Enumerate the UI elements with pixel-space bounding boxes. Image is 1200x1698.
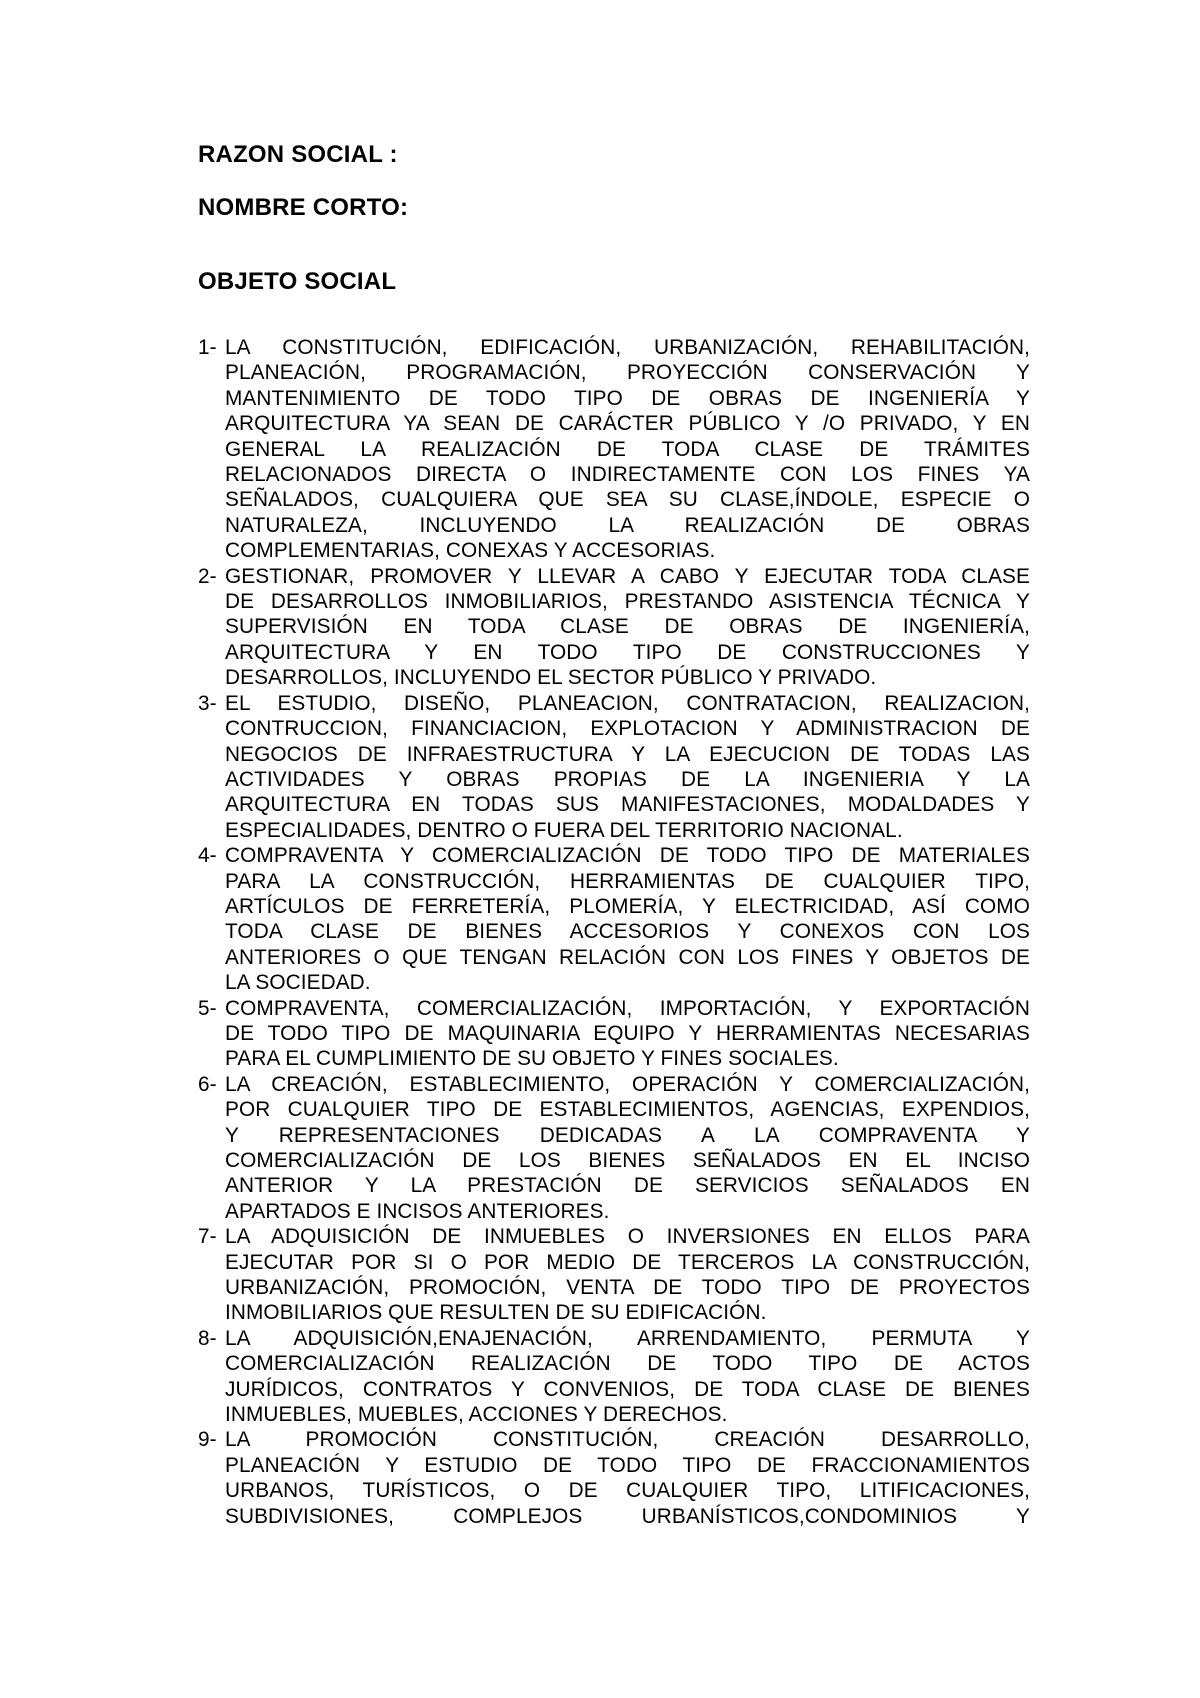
item-line: LA CONSTITUCIÓN, EDIFICACIÓN, URBANIZACIÓN, REHABILITACIÓN, [225, 336, 1030, 359]
item-line: DE TODO TIPO DE MAQUINARIA EQUIPO Y HERRAMIENTAS NECESARIAS [225, 1021, 1030, 1045]
item-number: 2- [198, 564, 217, 588]
item-line: MANTENIMIENTO DE TODO TIPO DE OBRAS DE INGENIERÍA Y [225, 386, 1030, 410]
item-number: 5- [198, 996, 217, 1020]
item-line: ANTERIORES O QUE TENGAN RELACIÓN CON LOS FINES Y OBJETOS DE [225, 945, 1030, 969]
item-line: PARA LA CONSTRUCCIÓN, HERRAMIENTAS DE CUALQUIER TIPO, [225, 869, 1030, 893]
item-line: LA CREACIÓN, ESTABLECIMIENTO, OPERACIÓN Y COMERCIALIZACIÓN, [225, 1072, 1030, 1096]
item-text [225, 1224, 1030, 1326]
item-line: ARQUITECTURA EN TODAS SUS MANIFESTACIONES, MODALDADES Y [225, 793, 1030, 817]
item-text [225, 843, 1030, 995]
item-line: PARA EL CUMPLIMIENTO DE SU OBJETO Y FINES SOCIALES. [225, 1047, 839, 1071]
item-line: Y REPRESENTACIONES DEDICADAS A LA COMPRAVENTA Y [225, 1123, 1030, 1147]
objeto-item [198, 1427, 1030, 1529]
item-line: EJECUTAR POR SI O POR MEDIO DE TERCEROS LA CONSTRUCCIÓN, [225, 1250, 1030, 1274]
item-line: EL ESTUDIO, DISEÑO, PLANEACION, CONTRATACION, REALIZACION, [225, 691, 1030, 715]
item-line: SEÑALADOS, CUALQUIERA QUE SEA SU CLASE,ÍNDOLE, ESPECIE O [225, 488, 1030, 512]
item-line: ANTERIOR Y LA PRESTACIÓN DE SERVICIOS SEÑALADOS EN [225, 1174, 1030, 1198]
item-line: ARQUITECTURA YA SEAN DE CARÁCTER PÚBLICO Y /O PRIVADO, Y EN [225, 412, 1030, 436]
item-text [225, 996, 1030, 1072]
item-number: 6- [198, 1072, 217, 1096]
item-line: SUBDIVISIONES, COMPLEJOS URBANÍSTICOS,CONDOMINIOS Y [225, 1504, 1030, 1528]
document-content [198, 140, 1030, 1529]
item-line: COMPLEMENTARIAS, CONEXAS Y ACCESORIAS. [225, 539, 716, 563]
objeto-item [198, 843, 1030, 995]
heading-objeto-social: OBJETO SOCIAL [198, 268, 397, 295]
item-line: COMERCIALIZACIÓN DE LOS BIENES SEÑALADOS EN EL INCISO [225, 1149, 1030, 1172]
objeto-item [198, 691, 1030, 843]
item-line: CONTRUCCION, FINANCIACION, EXPLOTACION Y ADMINISTRACION DE [225, 717, 1030, 741]
item-line: LA ADQUISICIÓN,ENAJENACIÓN, ARRENDAMIENTO, PERMUTA Y [225, 1326, 1030, 1350]
item-line: ACTIVIDADES Y OBRAS PROPIAS DE LA INGENIERIA Y LA [225, 767, 1030, 791]
item-line: TODA CLASE DE BIENES ACCESORIOS Y CONEXOS CON LOS [225, 920, 1030, 944]
item-line: INMOBILIARIOS QUE RESULTEN DE SU EDIFICACIÓN. [225, 1301, 767, 1325]
item-line: NATURALEZA, INCLUYENDO LA REALIZACIÓN DE OBRAS [225, 513, 1030, 537]
item-line: COMERCIALIZACIÓN REALIZACIÓN DE TODO TIPO DE ACTOS [225, 1352, 1030, 1376]
objeto-item [198, 1326, 1030, 1428]
item-number: 4- [198, 844, 217, 868]
item-line: NEGOCIOS DE INFRAESTRUCTURA Y LA EJECUCION DE TODAS LAS [225, 742, 1030, 766]
heading-nombre-corto: NOMBRE CORTO: [198, 194, 409, 221]
item-line: JURÍDICOS, CONTRATOS Y CONVENIOS, DE TODA CLASE DE BIENES [225, 1377, 1030, 1401]
item-text [225, 1326, 1030, 1428]
item-line: PLANEACIÓN Y ESTUDIO DE TODO TIPO DE FRACCIONAMIENTOS [225, 1453, 1030, 1477]
heading-razon-social: RAZON SOCIAL : [198, 141, 398, 168]
item-line: PLANEACIÓN, PROGRAMACIÓN, PROYECCIÓN CONSERVACIÓN Y [225, 361, 1030, 385]
item-line: COMPRAVENTA Y COMERCIALIZACIÓN DE TODO TIPO DE MATERIALES [225, 844, 1030, 868]
item-line: LA PROMOCIÓN CONSTITUCIÓN, CREACIÓN DESARROLLO, [225, 1428, 1030, 1452]
item-line: URBANIZACIÓN, PROMOCIÓN, VENTA DE TODO TIPO DE PROYECTOS [225, 1276, 1030, 1300]
item-line: ARQUITECTURA Y EN TODO TIPO DE CONSTRUCCIONES Y [225, 640, 1030, 664]
item-line: DE DESARROLLOS INMOBILIARIOS, PRESTANDO ASISTENCIA TÉCNICA Y [225, 590, 1030, 614]
objeto-item [198, 335, 1030, 564]
item-text [225, 1072, 1030, 1224]
item-number: 9- [198, 1428, 217, 1452]
item-line: DESARROLLOS, INCLUYENDO EL SECTOR PÚBLICO Y PRIVADO. [225, 666, 877, 690]
item-line: ARTÍCULOS DE FERRETERÍA, PLOMERÍA, Y ELECTRICIDAD, ASÍ COMO [225, 894, 1030, 918]
item-line: GESTIONAR, PROMOVER Y LLEVAR A CABO Y EJECUTAR TODA CLASE [225, 564, 1030, 588]
item-number: 1- [198, 336, 217, 359]
objeto-item [198, 1224, 1030, 1326]
objeto-item [198, 996, 1030, 1072]
item-line: COMPRAVENTA, COMERCIALIZACIÓN, IMPORTACIÓN, Y EXPORTACIÓN [225, 996, 1030, 1020]
item-line: LA ADQUISICIÓN DE INMUEBLES O INVERSIONES EN ELLOS PARA [225, 1225, 1030, 1249]
objeto-item [198, 564, 1030, 691]
objeto-item [198, 1072, 1030, 1224]
item-number: 7- [198, 1225, 217, 1249]
item-line: POR CUALQUIER TIPO DE ESTABLECIMIENTOS, AGENCIAS, EXPENDIOS, [225, 1098, 1030, 1122]
item-text [225, 335, 1030, 564]
item-text [225, 691, 1030, 843]
item-line: LA SOCIEDAD. [225, 971, 371, 995]
item-line: ESPECIALIDADES, DENTRO O FUERA DEL TERRITORIO NACIONAL. [225, 818, 903, 842]
item-line: INMUEBLES, MUEBLES, ACCIONES Y DERECHOS. [225, 1403, 728, 1427]
item-text [225, 1427, 1030, 1529]
item-text [225, 564, 1030, 691]
item-number: 8- [198, 1326, 217, 1350]
item-line: URBANOS, TURÍSTICOS, O DE CUALQUIER TIPO, LITIFICACIONES, [225, 1479, 1030, 1503]
item-line: APARTADOS E INCISOS ANTERIORES. [225, 1199, 610, 1223]
objeto-social-list [198, 335, 1030, 1529]
item-line: GENERAL LA REALIZACIÓN DE TODA CLASE DE TRÁMITES [225, 437, 1030, 461]
item-number: 3- [198, 691, 217, 715]
item-line: SUPERVISIÓN EN TODA CLASE DE OBRAS DE INGENIERÍA, [225, 615, 1030, 639]
item-line: RELACIONADOS DIRECTA O INDIRECTAMENTE CON LOS FINES YA [225, 463, 1030, 487]
